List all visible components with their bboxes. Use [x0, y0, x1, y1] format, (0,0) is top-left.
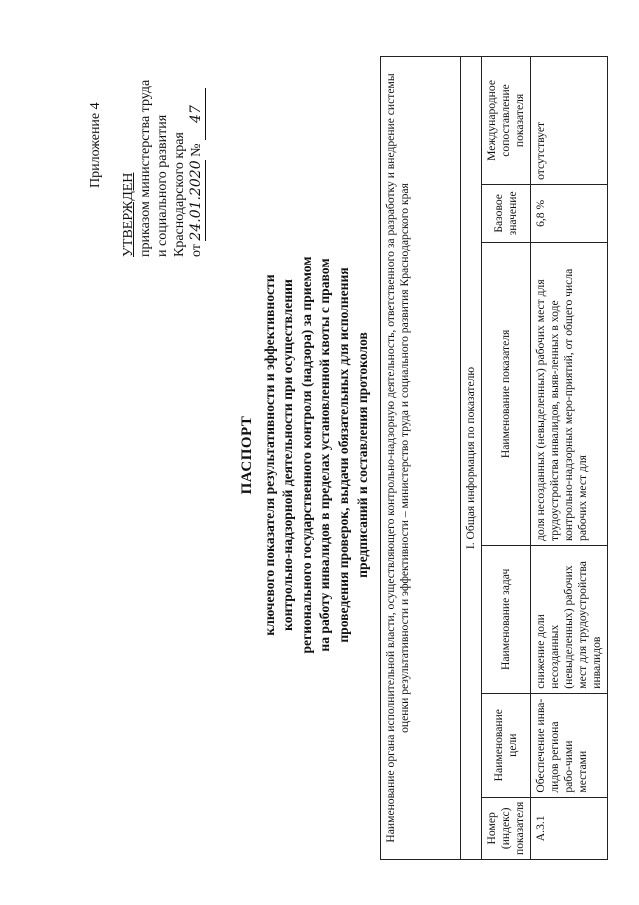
- date-prefix: от: [189, 244, 204, 257]
- passport-heading: [238, 245, 372, 665]
- cell-number: А.3.1: [531, 797, 608, 859]
- heading-line-6: предписаний и составления протоколов: [354, 332, 370, 578]
- header-indicator: Наименование показателя: [482, 242, 531, 545]
- appendix-label: Приложение 4: [88, 102, 103, 188]
- table-row: [531, 57, 608, 860]
- cell-base: 6,8 %: [531, 184, 608, 242]
- section-title: I. Общая информация по показателю: [461, 57, 482, 860]
- header-base: Базовое значение: [482, 184, 531, 242]
- approval-block: [120, 80, 206, 257]
- approval-line-3: Краснодарского края: [172, 132, 187, 257]
- header-number: Номер (индекс) показателя: [482, 797, 531, 859]
- approval-date-line: [188, 80, 206, 257]
- header-tasks: Наименование задач: [482, 545, 531, 693]
- table-header-row: [482, 57, 531, 860]
- organ-cell: Наименование органа исполнительной власти, осуществляющего контрольно-надзорную деятельность, ответственного за разработку и внедрение системы оценки результативности и эффективности – министерство труда и социального развития Краснодарского края: [381, 57, 461, 860]
- cell-goal: Обеспечение инва-лидов региона рабо-чими местами: [531, 693, 608, 797]
- passport-title: ПАСПОРТ: [239, 415, 255, 495]
- number-prefix: №: [189, 143, 204, 157]
- approval-line-1: приказом министерства труда: [138, 79, 153, 257]
- approved-title: УТВЕРЖДЕН: [121, 172, 136, 257]
- header-goal: Наименование цели: [482, 693, 531, 797]
- approval-line-2: и социального развития: [155, 114, 170, 257]
- passport-table: [380, 56, 608, 860]
- date-value: 24.01.2020: [188, 160, 204, 241]
- cell-intl: отсутствует: [531, 57, 608, 185]
- heading-line-4: на работу инвалидов в пределах установленной квоты с правом: [317, 258, 333, 652]
- cell-indicator: доля несозданных (невыделенных) рабочих мест для трудоустройства инвалидов, выяв-ленных в ходе контрольно-надзорных меро-приятий, от общего числа рабочих мест для: [531, 242, 608, 545]
- header-intl: Международное сопоставление показателя: [482, 57, 531, 185]
- number-value: 47: [188, 88, 206, 140]
- heading-line-3: регионального государственного контроля (надзора) за приемом: [298, 256, 314, 654]
- heading-line-1: ключевого показателя результативности и эффективности: [261, 274, 277, 636]
- heading-line-2: контрольно-надзорной деятельности при осуществлении: [280, 279, 296, 631]
- cell-tasks: снижение доли несозданных (невыделенных) рабочих мест для трудоустройства инвалидов: [531, 545, 608, 693]
- heading-line-5: проведения проверок, выдачи обязательных для исполнения: [335, 267, 351, 643]
